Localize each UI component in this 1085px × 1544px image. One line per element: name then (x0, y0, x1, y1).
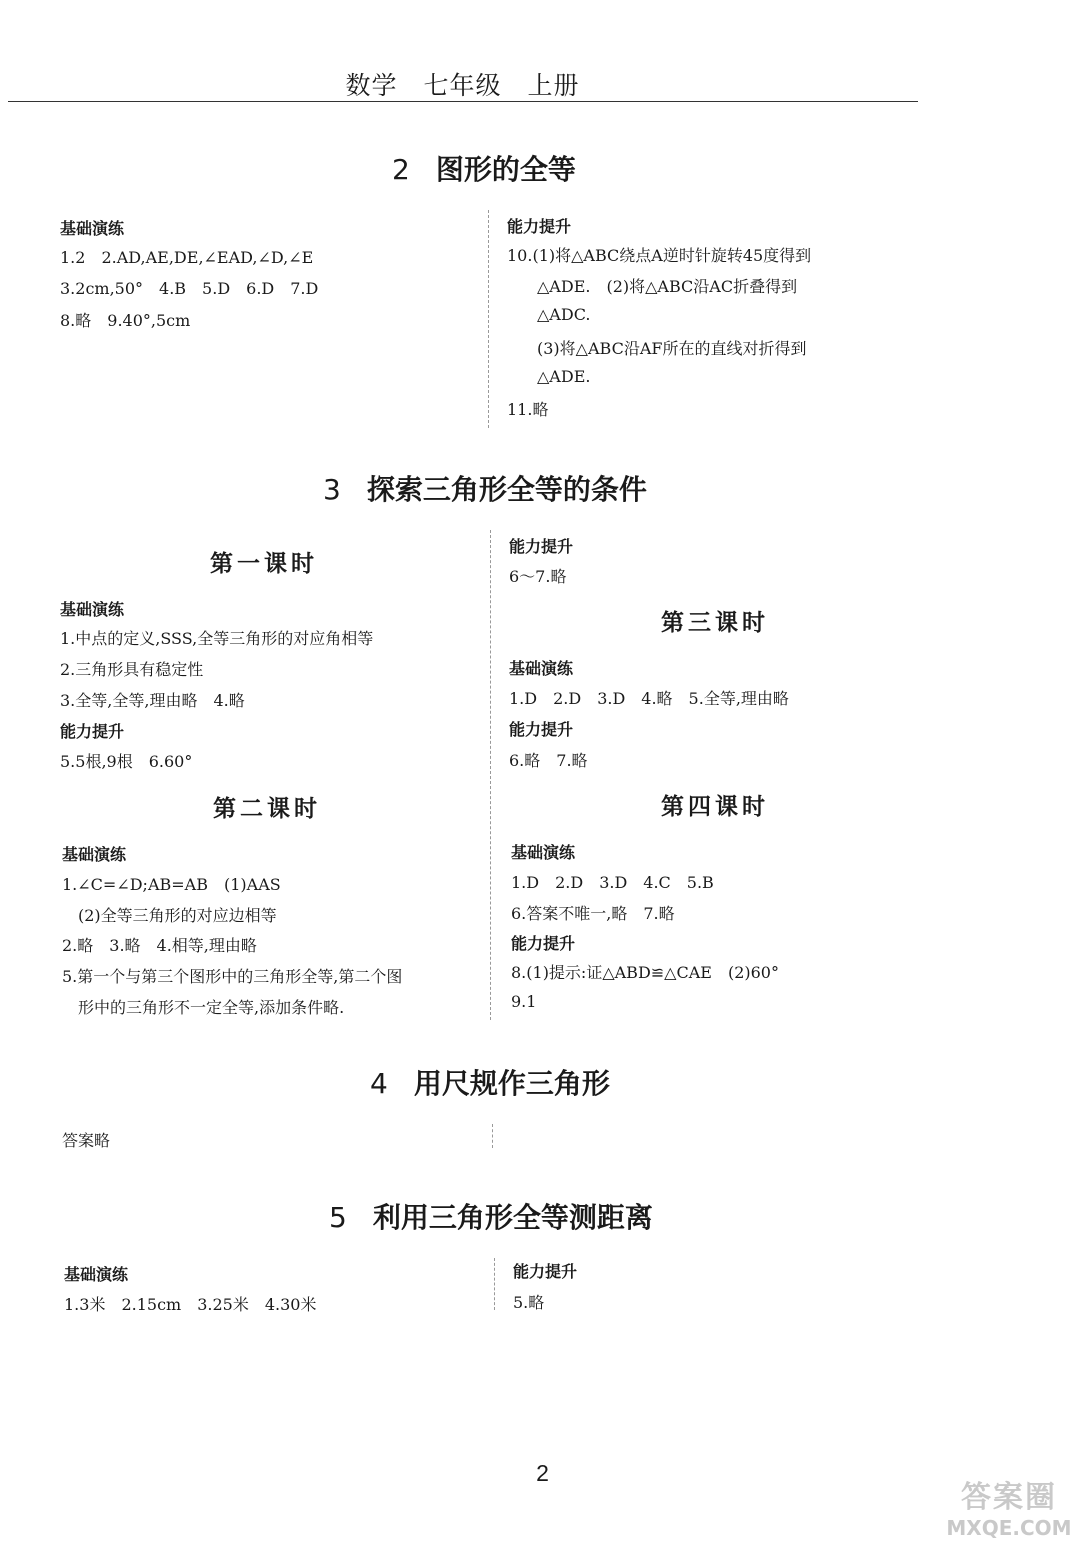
section-5-heading (329, 1196, 653, 1236)
basic-practice-label: 基础演练 (509, 659, 574, 678)
ability-label: 能力提升 (60, 722, 125, 741)
section-title: 探索三角形全等的条件 (366, 473, 647, 506)
answer-line: 2.三角形具有稳定性 (60, 660, 204, 679)
lesson-4-title: 第四课时 (661, 793, 769, 820)
ability-label: 能力提升 (509, 720, 574, 739)
answer-line: 6.答案不唯一,略 7.略 (511, 904, 675, 923)
section-4-heading (370, 1062, 610, 1102)
answer-line: 1.中点的定义,SSS,全等三角形的对应角相等 (60, 629, 374, 648)
answer-line: 8.略 9.40°,5cm (60, 311, 191, 330)
answer-line: 10.(1)将△ABC绕点A逆时针旋转45度得到 (507, 246, 812, 265)
answer-line: 3.全等,全等,理由略 4.略 (60, 691, 245, 710)
basic-practice-label: 基础演练 (60, 219, 125, 238)
lesson-2-title: 第二课时 (213, 795, 321, 822)
watermark-site: MXQE.COM (946, 1516, 1072, 1540)
watermark-brand: 答案圈 (961, 1480, 1057, 1515)
column-divider (488, 210, 489, 428)
answer-line: △ADC. (537, 305, 591, 324)
page-number: 2 (536, 1460, 549, 1486)
basic-practice-label: 基础演练 (511, 843, 576, 862)
answer-line: 5.第一个与第三个图形中的三角形全等,第二个图 (62, 967, 403, 986)
answer-line: 9.1 (511, 992, 537, 1011)
answer-line: 6～7.略 (509, 567, 567, 586)
running-header: 数学 七年级 上册 (345, 71, 580, 100)
section-number: 3 (323, 473, 341, 506)
basic-practice-label: 基础演练 (60, 600, 125, 619)
section-number: 4 (370, 1067, 388, 1100)
answer-line: (2)全等三角形的对应边相等 (78, 906, 277, 925)
answer-line: 答案略 (62, 1131, 111, 1150)
section-number: 5 (329, 1201, 347, 1234)
ability-label: 能力提升 (511, 934, 576, 953)
answer-line: 1.2 2.AD,AE,DE,∠EAD,∠D,∠E (60, 248, 314, 267)
section-title: 图形的全等 (435, 153, 576, 186)
ability-label: 能力提升 (507, 217, 572, 236)
section-title: 用尺规作三角形 (413, 1067, 610, 1100)
answer-line: 3.2cm,50° 4.B 5.D 6.D 7.D (60, 279, 319, 298)
answer-line: 8.(1)提示:证△ABD≌△CAE (2)60° (511, 963, 779, 982)
answer-line: 1.D 2.D 3.D 4.C 5.B (511, 873, 714, 892)
column-divider (494, 1258, 495, 1310)
answer-line: △ADE. (537, 367, 591, 386)
answer-line: △ADE. (2)将△ABC沿AC折叠得到 (537, 277, 798, 296)
lesson-1-title: 第一课时 (210, 550, 318, 577)
ability-label: 能力提升 (509, 537, 574, 556)
column-divider (490, 530, 491, 1020)
header-rule (8, 101, 918, 102)
answer-line: 形中的三角形不一定全等,添加条件略. (78, 998, 345, 1017)
answer-line: 6.略 7.略 (509, 751, 588, 770)
basic-practice-label: 基础演练 (64, 1265, 129, 1284)
answer-line: 1.∠C=∠D;AB=AB (1)AAS (62, 875, 281, 894)
lesson-3-title: 第三课时 (661, 609, 769, 636)
answer-line: 5.5根,9根 6.60° (60, 752, 193, 771)
section-2-heading (392, 148, 576, 188)
ability-label: 能力提升 (513, 1262, 578, 1281)
answer-line: 5.略 (513, 1293, 545, 1312)
section-number: 2 (392, 153, 410, 186)
answer-line: 1.3米 2.15cm 3.25米 4.30米 (64, 1295, 317, 1314)
answer-line: 1.D 2.D 3.D 4.略 5.全等,理由略 (509, 689, 789, 708)
section-3-heading (323, 468, 647, 508)
answer-line: 2.略 3.略 4.相等,理由略 (62, 936, 257, 955)
answer-line: 11.略 (507, 400, 549, 419)
section-title: 利用三角形全等测距离 (372, 1201, 653, 1234)
basic-practice-label: 基础演练 (62, 845, 127, 864)
column-divider (492, 1124, 493, 1148)
answer-line: (3)将△ABC沿AF所在的直线对折得到 (537, 339, 807, 358)
watermark-logo (939, 1472, 1079, 1540)
